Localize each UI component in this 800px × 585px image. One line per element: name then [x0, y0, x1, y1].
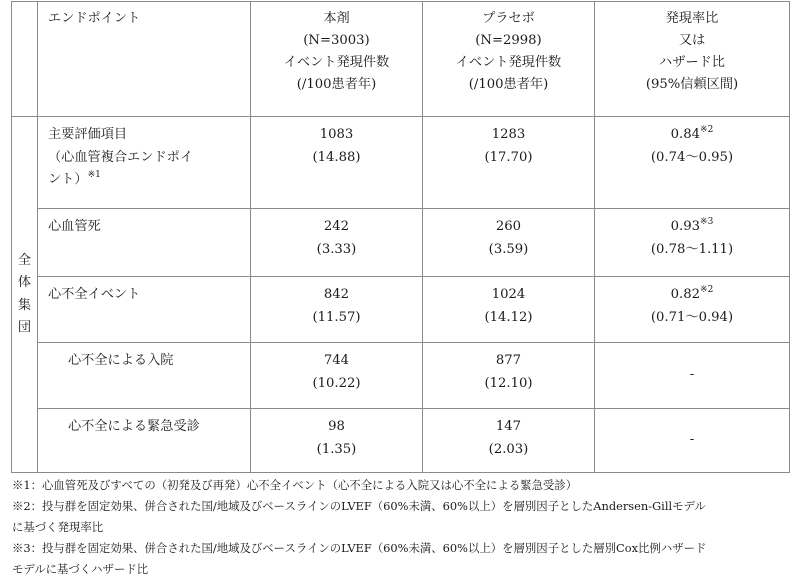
header-ratio-line: 発現率比: [665, 11, 719, 26]
drug-cell: [251, 277, 423, 343]
header-drug: [251, 2, 423, 117]
footnote-marker: ※2: [700, 125, 714, 135]
footnotes: [12, 475, 792, 580]
table-row: [12, 409, 790, 473]
ratio-value: 0.93: [670, 219, 701, 234]
ratio-cell: [595, 117, 790, 209]
group-label: 全 体 集 団: [17, 252, 32, 335]
header-row: [12, 2, 790, 117]
table-row: [12, 209, 790, 277]
footnote: に基づく発現率比: [12, 520, 104, 534]
footnote: ※3：投与群を固定効果、併合された国/地域及びベースラインのLVEF（60%未満、60%以上）を層別因子とした層別Cox比例ハザード: [12, 541, 707, 555]
header-placebo-line: プラセボ: [482, 11, 535, 26]
endpoint-label: 心不全による入院: [68, 353, 174, 368]
drug-count: 98: [328, 419, 345, 434]
ratio-cell: [595, 343, 790, 409]
header-drug-line: 本剤: [323, 11, 350, 26]
endpoint-cell: [38, 343, 251, 409]
header-placebo-line: (N=2998): [475, 33, 542, 48]
confidence-interval: (0.78～1.11): [650, 241, 734, 257]
ratio-value: 0.84: [670, 127, 701, 142]
confidence-interval: (0.71～0.94): [650, 309, 734, 325]
placebo-count: 260: [495, 219, 522, 234]
drug-count: 1083: [319, 127, 354, 142]
footnote-marker: ※2: [700, 285, 714, 295]
results-table: [11, 1, 790, 473]
ratio-value: -: [689, 432, 695, 448]
drug-count: 842: [323, 287, 350, 302]
ratio-cell: [595, 409, 790, 473]
endpoint-label: 心不全イベント: [48, 287, 141, 302]
drug-count: 242: [323, 219, 350, 234]
ratio-cell: [595, 277, 790, 343]
endpoint-label: 心血管死: [48, 219, 101, 234]
table-row: [12, 277, 790, 343]
placebo-cell: [423, 343, 595, 409]
header-blank-cell: [12, 2, 38, 117]
header-drug-line: イベント発現件数: [283, 55, 390, 70]
placebo-rate: (17.70): [484, 149, 533, 165]
drug-rate: (14.88): [312, 149, 361, 165]
placebo-count: 877: [495, 353, 522, 368]
placebo-rate: (3.59): [488, 241, 529, 257]
header-ratio: [595, 2, 790, 117]
placebo-cell: [423, 209, 595, 277]
drug-count: 744: [323, 353, 350, 368]
header-placebo: [423, 2, 595, 117]
drug-rate: (1.35): [316, 441, 357, 457]
ratio-value: 0.82: [670, 287, 701, 302]
placebo-cell: [423, 277, 595, 343]
endpoint-cell: [38, 117, 251, 209]
endpoint-label: 心不全による緊急受診: [68, 419, 200, 434]
header-drug-line: (/100患者年): [296, 77, 377, 92]
drug-rate: (10.22): [312, 375, 361, 391]
footnote: ※2：投与群を固定効果、併合された国/地域及びベースラインのLVEF（60%未満、60%以上）を層別因子としたAndersen-Gillモデル: [12, 499, 706, 513]
drug-cell: [251, 343, 423, 409]
table-row: [12, 343, 790, 409]
drug-rate: (11.57): [312, 309, 361, 325]
header-drug-line: (N=3003): [303, 33, 370, 48]
footnote-marker: ※1: [87, 170, 101, 180]
header-placebo-line: (/100患者年): [468, 77, 549, 92]
placebo-rate: (2.03): [488, 441, 529, 457]
header-placebo-line: イベント発現件数: [455, 55, 562, 70]
table-row: [12, 117, 790, 209]
drug-cell: [251, 209, 423, 277]
placebo-cell: [423, 409, 595, 473]
footnote: モデルに基づくハザード比: [12, 562, 149, 576]
footnote-marker: ※3: [700, 217, 714, 227]
endpoint-label: （心血管複合エンドポイ: [48, 149, 194, 165]
placebo-rate: (12.10): [484, 375, 533, 391]
drug-rate: (3.33): [316, 241, 357, 257]
drug-cell: [251, 409, 423, 473]
confidence-interval: (0.74～0.95): [650, 149, 734, 165]
footnote: ※1：心血管死及びすべての（初発及び再発）心不全イベント（心不全による入院又は心不全による緊急受診）: [12, 478, 578, 492]
endpoint-cell: [38, 209, 251, 277]
ratio-value: -: [689, 367, 695, 383]
placebo-count: 147: [495, 419, 522, 434]
ratio-cell: [595, 209, 790, 277]
endpoint-cell: [38, 409, 251, 473]
placebo-rate: (14.12): [484, 309, 533, 325]
endpoint-label: ント）: [48, 172, 88, 187]
endpoint-label: 主要評価項目: [48, 127, 128, 142]
group-label-cell: [12, 117, 38, 473]
endpoint-cell: [38, 277, 251, 343]
header-ratio-line: ハザード比: [659, 55, 725, 70]
header-ratio-line: 又は: [678, 33, 706, 48]
header-endpoint: [38, 2, 251, 117]
header-ratio-line: (95%信頼区間): [645, 77, 739, 92]
placebo-cell: [423, 117, 595, 209]
header-endpoint-label: エンドポイント: [48, 11, 141, 26]
placebo-count: 1024: [491, 287, 526, 302]
placebo-count: 1283: [491, 127, 526, 142]
drug-cell: [251, 117, 423, 209]
